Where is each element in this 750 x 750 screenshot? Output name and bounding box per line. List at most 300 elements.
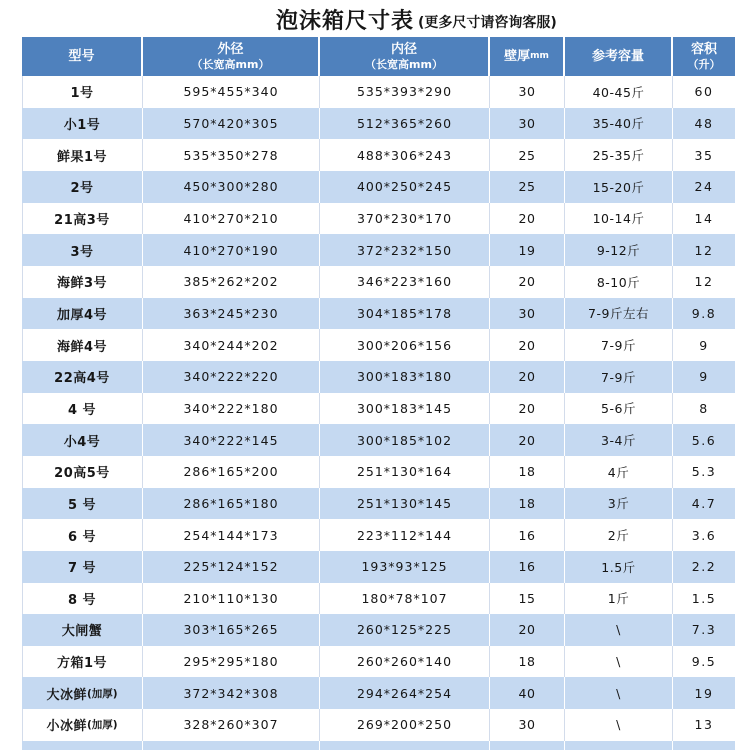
wall-thickness-cell	[490, 614, 565, 646]
page-title: 泡沫箱尺寸表	[276, 9, 415, 34]
outer-size-cell	[143, 424, 320, 456]
volume-cell-text: 9.5	[691, 654, 717, 670]
partial-cell	[22, 741, 143, 750]
wall-thickness-cell-text: 20	[518, 274, 536, 290]
wall-thickness-cell	[490, 519, 565, 551]
model-cell	[22, 393, 143, 425]
partial-cell	[490, 741, 565, 750]
wall-thickness-cell-text: 20	[518, 400, 536, 416]
outer-size-cell	[143, 519, 320, 551]
wall-thickness-cell-text: 20	[518, 369, 536, 385]
table-row	[22, 677, 735, 709]
volume-cell-text: 5.6	[691, 432, 717, 448]
outer-size-cell-text: 372*342*308	[183, 685, 279, 701]
wall-thickness-cell-text: 18	[518, 464, 536, 480]
model-cell-text: 6 号	[67, 529, 97, 545]
capacity-cell-text: 25-35斤	[592, 148, 645, 164]
model-cell	[22, 583, 143, 615]
outer-size-cell	[143, 266, 320, 298]
volume-cell-text: 9.8	[691, 305, 717, 321]
inner-size-cell	[320, 171, 490, 203]
outer-size-cell	[143, 203, 320, 235]
outer-size-cell-text: 410*270*190	[183, 242, 279, 258]
outer-size-cell	[143, 456, 320, 488]
inner-size-cell	[320, 646, 490, 678]
volume-cell-text: 9	[699, 337, 709, 353]
inner-size-cell	[320, 329, 490, 361]
outer-size-cell-text: 595*455*340	[183, 84, 279, 100]
wall-thickness-cell	[490, 171, 565, 203]
outer-size-cell	[143, 298, 320, 330]
outer-size-cell-text: 363*245*230	[183, 305, 279, 321]
capacity-cell	[565, 139, 673, 171]
capacity-cell	[565, 108, 673, 140]
volume-cell	[673, 677, 735, 709]
wall-thickness-cell	[490, 361, 565, 393]
capacity-cell-text: \	[616, 685, 621, 701]
outer-size-cell	[143, 171, 320, 203]
model-cell-text: 小冰鲜	[46, 719, 87, 735]
table-row	[22, 361, 735, 393]
capacity-cell	[565, 171, 673, 203]
volume-cell	[673, 424, 735, 456]
model-cell	[22, 139, 143, 171]
header-outer-size-label: 外径	[217, 41, 244, 57]
inner-size-cell-text: 535*393*290	[356, 84, 453, 100]
wall-thickness-cell	[490, 393, 565, 425]
outer-size-cell-text: 570*420*305	[183, 115, 279, 131]
model-cell-text: 小4号	[63, 434, 101, 450]
inner-size-cell	[320, 709, 490, 741]
volume-cell-text: 8	[699, 400, 709, 416]
wall-thickness-cell	[490, 234, 565, 266]
table-row	[22, 76, 735, 108]
wall-thickness-cell	[490, 203, 565, 235]
volume-cell-text: 35	[694, 147, 714, 163]
outer-size-cell	[143, 108, 320, 140]
wall-thickness-cell	[490, 266, 565, 298]
outer-size-cell	[143, 488, 320, 520]
inner-size-cell-text: 346*223*160	[356, 274, 453, 290]
model-cell	[22, 361, 143, 393]
inner-size-cell-text: 300*183*180	[356, 369, 453, 385]
outer-size-cell-text: 303*165*265	[183, 622, 279, 638]
wall-thickness-cell	[490, 76, 565, 108]
wall-thickness-cell-text: 30	[518, 84, 536, 100]
capacity-cell	[565, 76, 673, 108]
wall-thickness-cell-text: 20	[518, 337, 536, 353]
model-note-text: (加厚)	[86, 687, 118, 700]
model-cell	[22, 488, 143, 520]
capacity-cell-text: 1斤	[607, 591, 630, 607]
volume-cell-text: 13	[694, 717, 714, 733]
capacity-cell	[565, 298, 673, 330]
inner-size-cell-text: 180*78*107	[361, 590, 448, 606]
wall-thickness-cell	[490, 139, 565, 171]
wall-thickness-cell	[490, 551, 565, 583]
outer-size-cell	[143, 393, 320, 425]
inner-size-cell-text: 370*230*170	[356, 210, 453, 226]
inner-size-cell-text: 300*206*156	[356, 337, 453, 353]
inner-size-cell	[320, 677, 490, 709]
header-outer-size-sub: （长宽高mm）	[191, 57, 270, 71]
inner-size-cell-text: 300*183*145	[356, 400, 453, 416]
model-cell-text: 大闸蟹	[61, 624, 103, 640]
table-row	[22, 488, 735, 520]
volume-cell	[673, 583, 735, 615]
volume-cell-text: 5.3	[691, 464, 717, 480]
model-cell	[22, 646, 143, 678]
capacity-cell	[565, 709, 673, 741]
volume-cell-text: 7.3	[691, 622, 717, 638]
model-cell	[22, 108, 143, 140]
volume-cell-text: 4.7	[691, 495, 717, 511]
title-bar	[276, 4, 557, 35]
volume-cell-text: 2.2	[691, 559, 717, 575]
inner-size-cell	[320, 424, 490, 456]
inner-size-cell	[320, 298, 490, 330]
outer-size-cell-text: 410*270*210	[183, 210, 279, 226]
volume-cell-text: 24	[694, 179, 714, 195]
outer-size-cell	[143, 551, 320, 583]
outer-size-cell	[143, 329, 320, 361]
capacity-cell-text: \	[616, 622, 621, 638]
wall-thickness-cell-text: 20	[518, 432, 536, 448]
inner-size-cell-text: 193*93*125	[361, 559, 448, 575]
model-cell-text: 1号	[70, 86, 94, 102]
volume-cell	[673, 329, 735, 361]
wall-thickness-cell-text: 18	[518, 495, 536, 511]
wall-thickness-cell	[490, 488, 565, 520]
model-cell	[22, 298, 143, 330]
outer-size-cell-text: 210*110*130	[183, 590, 279, 606]
inner-size-cell-text: 300*185*102	[356, 432, 453, 448]
inner-size-cell	[320, 519, 490, 551]
table-row	[22, 456, 735, 488]
wall-thickness-cell-text: 25	[518, 179, 536, 195]
wall-thickness-cell-text: 40	[518, 685, 536, 701]
model-cell-text: 鲜果1号	[56, 149, 108, 165]
wall-thickness-cell	[490, 456, 565, 488]
outer-size-cell-text: 535*350*278	[183, 147, 279, 163]
wall-thickness-cell-text: 19	[518, 242, 536, 258]
capacity-cell-text: \	[616, 717, 621, 733]
wall-thickness-cell-text: 16	[518, 559, 536, 575]
volume-cell	[673, 298, 735, 330]
capacity-cell-text: 3-4斤	[601, 433, 636, 449]
inner-size-cell	[320, 108, 490, 140]
inner-size-cell-text: 512*365*260	[356, 115, 453, 131]
model-cell-text: 21高3号	[54, 212, 110, 228]
inner-size-cell-text: 488*306*243	[356, 147, 453, 163]
table-header	[22, 37, 735, 76]
model-cell	[22, 329, 143, 361]
table-row	[22, 519, 735, 551]
size-table	[22, 37, 735, 750]
outer-size-cell-text: 340*222*180	[183, 400, 279, 416]
model-cell-text: 7 号	[67, 561, 97, 577]
model-cell	[22, 171, 143, 203]
model-cell	[22, 677, 143, 709]
header-volume	[673, 37, 735, 76]
volume-cell-text: 3.6	[691, 527, 717, 543]
model-cell-text: 海鲜3号	[56, 276, 108, 292]
wall-thickness-cell	[490, 646, 565, 678]
inner-size-cell	[320, 203, 490, 235]
volume-cell	[673, 393, 735, 425]
capacity-cell-text: 9-12斤	[596, 243, 641, 259]
volume-cell	[673, 709, 735, 741]
outer-size-cell	[143, 709, 320, 741]
model-cell	[22, 456, 143, 488]
table-row	[22, 424, 735, 456]
table-row	[22, 203, 735, 235]
model-cell-text: 2号	[70, 181, 94, 197]
model-cell	[22, 424, 143, 456]
wall-thickness-cell-text: 20	[518, 622, 536, 638]
partial-cell	[143, 741, 320, 750]
model-cell-text: 4 号	[67, 402, 97, 418]
inner-size-cell	[320, 551, 490, 583]
model-cell-text: 3号	[70, 244, 94, 260]
header-inner-size	[320, 37, 490, 76]
table-row	[22, 393, 735, 425]
volume-cell	[673, 139, 735, 171]
outer-size-cell-text: 225*124*152	[183, 559, 279, 575]
table-row	[22, 709, 735, 741]
capacity-cell	[565, 329, 673, 361]
capacity-cell	[565, 393, 673, 425]
model-cell	[22, 551, 143, 583]
outer-size-cell-text: 385*262*202	[183, 274, 279, 290]
wall-thickness-cell	[490, 709, 565, 741]
inner-size-cell	[320, 361, 490, 393]
outer-size-cell	[143, 583, 320, 615]
volume-cell	[673, 361, 735, 393]
volume-cell	[673, 203, 735, 235]
capacity-cell-text: \	[616, 654, 621, 670]
capacity-cell	[565, 488, 673, 520]
table-row-partial	[22, 741, 735, 750]
header-inner-size-sub: （长宽高mm）	[365, 57, 443, 71]
capacity-cell	[565, 424, 673, 456]
wall-thickness-cell-text: 25	[518, 147, 536, 163]
model-cell-text: 大冰鲜	[46, 687, 87, 703]
volume-cell-text: 1.5	[691, 590, 717, 606]
model-cell-text: 小1号	[63, 117, 101, 133]
inner-size-cell-text: 294*264*254	[356, 685, 453, 701]
table-row	[22, 234, 735, 266]
wall-thickness-cell-text: 30	[518, 717, 536, 733]
volume-cell-text: 12	[694, 274, 714, 290]
model-cell	[22, 709, 143, 741]
capacity-cell-text: 7-9斤	[601, 369, 636, 385]
table-row	[22, 551, 735, 583]
outer-size-cell	[143, 234, 320, 266]
inner-size-cell-text: 260*260*140	[356, 654, 453, 670]
inner-size-cell-text: 223*112*144	[356, 527, 453, 543]
inner-size-cell-text: 304*185*178	[356, 305, 453, 321]
model-cell	[22, 519, 143, 551]
inner-size-cell-text: 400*250*245	[356, 179, 453, 195]
volume-cell-text: 12	[694, 242, 714, 258]
header-model	[22, 37, 143, 76]
outer-size-cell-text: 328*260*307	[183, 717, 279, 733]
outer-size-cell-text: 340*244*202	[183, 337, 279, 353]
outer-size-cell	[143, 76, 320, 108]
table-row	[22, 583, 735, 615]
inner-size-cell	[320, 139, 490, 171]
table-row	[22, 646, 735, 678]
wall-thickness-cell-text: 16	[518, 527, 536, 543]
wall-thickness-cell	[490, 329, 565, 361]
volume-cell	[673, 234, 735, 266]
inner-size-cell	[320, 234, 490, 266]
model-cell	[22, 76, 143, 108]
header-volume-label: 容积	[690, 41, 717, 57]
partial-cell	[673, 741, 735, 750]
model-cell-text: 22高4号	[54, 371, 110, 387]
capacity-cell-text: 2斤	[607, 528, 630, 544]
table-row	[22, 108, 735, 140]
wall-thickness-cell-text: 18	[518, 654, 536, 670]
capacity-cell-text: 40-45斤	[592, 84, 645, 100]
model-cell-text: 海鲜4号	[56, 339, 108, 355]
wall-thickness-cell	[490, 424, 565, 456]
wall-thickness-cell	[490, 677, 565, 709]
inner-size-cell	[320, 393, 490, 425]
outer-size-cell	[143, 361, 320, 393]
header-wall-thickness	[490, 37, 565, 76]
inner-size-cell-text: 269*200*250	[356, 717, 453, 733]
volume-cell	[673, 646, 735, 678]
outer-size-cell	[143, 646, 320, 678]
table-body	[22, 76, 735, 741]
volume-cell	[673, 551, 735, 583]
header-capacity	[565, 37, 673, 76]
header-capacity-label: 参考容量	[591, 49, 644, 64]
volume-cell	[673, 266, 735, 298]
inner-size-cell	[320, 76, 490, 108]
model-cell-text: 20高5号	[54, 466, 110, 482]
inner-size-cell-text: 260*125*225	[356, 622, 453, 638]
model-cell-text: 8 号	[67, 592, 97, 608]
outer-size-cell-text: 340*222*145	[183, 432, 279, 448]
capacity-cell	[565, 583, 673, 615]
partial-cell	[565, 741, 673, 750]
inner-size-cell	[320, 583, 490, 615]
capacity-cell-text: 10-14斤	[592, 211, 645, 227]
volume-cell-text: 48	[694, 115, 714, 131]
inner-size-cell	[320, 614, 490, 646]
wall-thickness-cell	[490, 108, 565, 140]
volume-cell	[673, 108, 735, 140]
inner-size-cell	[320, 456, 490, 488]
capacity-cell-text: 1.5斤	[601, 559, 636, 575]
outer-size-cell-text: 286*165*180	[183, 495, 279, 511]
volume-cell	[673, 76, 735, 108]
volume-cell	[673, 456, 735, 488]
capacity-cell	[565, 614, 673, 646]
capacity-cell-text: 15-20斤	[592, 179, 645, 195]
model-cell	[22, 234, 143, 266]
wall-thickness-cell-text: 30	[518, 305, 536, 321]
outer-size-cell-text: 286*165*200	[183, 464, 279, 480]
wall-thickness-cell	[490, 583, 565, 615]
table-row	[22, 298, 735, 330]
partial-cell	[320, 741, 490, 750]
header-outer-size	[143, 37, 320, 76]
page-subtitle: (更多尺寸请咨询客服)	[418, 14, 557, 31]
model-note-text: (加厚)	[86, 719, 118, 732]
inner-size-cell-text: 251*130*145	[356, 495, 453, 511]
outer-size-cell	[143, 677, 320, 709]
table-row	[22, 614, 735, 646]
volume-cell-text: 60	[694, 84, 714, 100]
outer-size-cell-text: 295*295*180	[183, 654, 279, 670]
capacity-cell	[565, 677, 673, 709]
capacity-cell	[565, 234, 673, 266]
volume-cell-text: 19	[694, 685, 714, 701]
outer-size-cell-text: 450*300*280	[183, 179, 279, 195]
volume-cell	[673, 519, 735, 551]
volume-cell-text: 9	[699, 369, 709, 385]
table-row	[22, 139, 735, 171]
volume-cell	[673, 614, 735, 646]
capacity-cell-text: 7-9斤左右	[588, 306, 649, 322]
wall-thickness-cell	[490, 298, 565, 330]
capacity-cell	[565, 646, 673, 678]
header-volume-sub: （升）	[687, 57, 721, 71]
capacity-cell-text: 7-9斤	[601, 338, 636, 354]
capacity-cell-text: 8-10斤	[596, 274, 641, 290]
inner-size-cell-text: 251*130*164	[356, 464, 453, 480]
outer-size-cell	[143, 614, 320, 646]
capacity-cell	[565, 456, 673, 488]
model-cell	[22, 203, 143, 235]
model-cell-text: 方箱1号	[56, 656, 108, 672]
volume-cell	[673, 171, 735, 203]
wall-thickness-cell-text: 30	[518, 115, 536, 131]
capacity-cell	[565, 361, 673, 393]
table-row	[22, 266, 735, 298]
model-cell-text: 加厚4号	[56, 307, 108, 323]
capacity-cell	[565, 266, 673, 298]
capacity-cell-text: 5-6斤	[601, 401, 636, 417]
capacity-cell-text: 4斤	[607, 464, 630, 480]
capacity-cell	[565, 203, 673, 235]
inner-size-cell	[320, 488, 490, 520]
model-cell-text: 5 号	[67, 497, 97, 513]
wall-thickness-cell-text: 20	[518, 210, 536, 226]
model-cell	[22, 266, 143, 298]
table-row	[22, 171, 735, 203]
header-inner-size-label: 内径	[390, 41, 417, 57]
header-model-label: 型号	[68, 49, 95, 64]
volume-cell	[673, 488, 735, 520]
outer-size-cell	[143, 139, 320, 171]
capacity-cell	[565, 519, 673, 551]
inner-size-cell	[320, 266, 490, 298]
outer-size-cell-text: 340*222*220	[183, 369, 279, 385]
header-wall-thickness-label: 壁厚	[504, 49, 531, 64]
capacity-cell	[565, 551, 673, 583]
inner-size-cell-text: 372*232*150	[356, 242, 453, 258]
header-wall-thickness-unit: mm	[530, 51, 549, 61]
model-cell	[22, 614, 143, 646]
capacity-cell-text: 35-40斤	[592, 116, 645, 132]
volume-cell-text: 14	[694, 210, 714, 226]
